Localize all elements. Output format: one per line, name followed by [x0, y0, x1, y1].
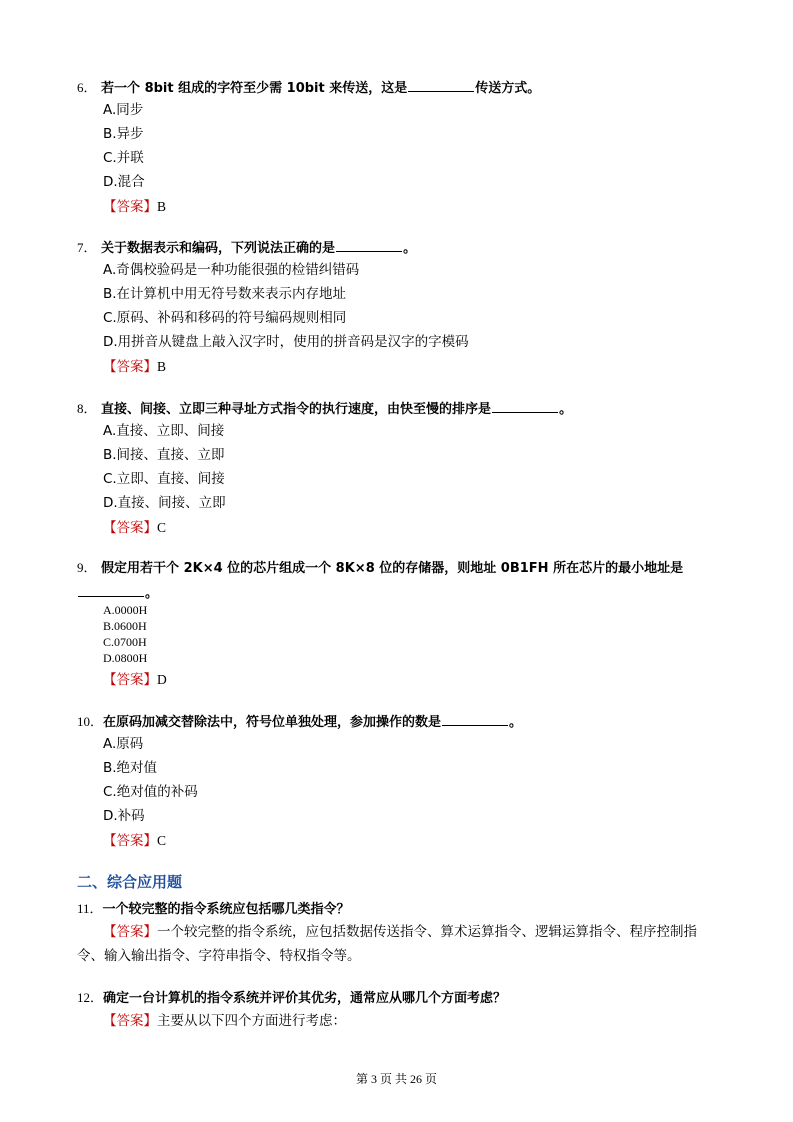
question-text-end: 。 [403, 241, 417, 256]
option-c: C.立即、直接、间接 [103, 471, 225, 487]
option-c: C.并联 [103, 150, 144, 166]
question-6 [77, 80, 540, 95]
question-text-end: 传送方式。 [475, 81, 541, 96]
option-a: A.同步 [103, 102, 144, 118]
option-d: D.直接、间接、立即 [103, 495, 226, 511]
option-b: B.在计算机中用无符号数来表示内存地址 [103, 286, 347, 302]
answer-blank [492, 401, 558, 413]
question-8 [77, 401, 572, 416]
question-text: 在原码加减交替除法中，符号位单独处理，参加操作的数是 [103, 715, 442, 730]
option-a: A.奇偶校验码是一种功能很强的检错纠错码 [103, 262, 360, 278]
answer-label: 【答案】 [103, 924, 157, 940]
question-text: 假定用若干个 2K×4 位的芯片组成一个 8K×8 位的存储器，则地址 0B1FH 所在芯片的最小地址是 [101, 561, 684, 576]
question-7 [77, 240, 416, 255]
option-a: A.0000H [103, 603, 148, 617]
question-text-end: 。 [509, 715, 523, 730]
answer-value: B [157, 199, 167, 214]
answer-label: 【答案】 [103, 1013, 157, 1029]
option-b: B.间接、直接、立即 [103, 447, 225, 463]
answer-paragraph-cont: 令、输入输出指令、字符串指令、特权指令等。 [77, 948, 361, 964]
question-text: 确定一台计算机的指令系统并评价其优劣，通常应从哪几个方面考虑？ [103, 991, 507, 1006]
option-b: B.绝对值 [103, 760, 158, 776]
answer-line [103, 521, 166, 536]
option-c: C.绝对值的补码 [103, 784, 198, 800]
answer-value: C [157, 833, 167, 848]
answer-line [103, 200, 166, 215]
option-c: C.原码、补码和移码的符号编码规则相同 [103, 310, 347, 326]
answer-value: B [157, 359, 167, 374]
answer-text: 一个较完整的指令系统，应包括数据传送指令、算术运算指令、逻辑运算指令、程序控制指 [157, 924, 697, 940]
answer-line [103, 360, 166, 375]
answer-line [103, 834, 166, 849]
answer-label: 【答案】 [103, 833, 157, 849]
answer-label: 【答案】 [103, 520, 157, 536]
answer-blank [408, 80, 474, 92]
question-text-end: 。 [145, 586, 159, 601]
page-footer: 第 3 页 共 26 页 [355, 1072, 437, 1086]
answer-blank [78, 585, 144, 597]
question-number: 8． [77, 401, 97, 416]
option-b: B.0600H [103, 619, 147, 633]
question-9 [77, 561, 683, 575]
question-text: 关于数据表示和编码，下列说法正确的是 [101, 241, 336, 256]
option-d: D.0800H [103, 651, 148, 665]
answer-line [103, 673, 167, 688]
option-d: D.混合 [103, 174, 145, 190]
question-text-end: 。 [559, 402, 573, 417]
option-d: D.补码 [103, 808, 145, 824]
answer-label: 【答案】 [103, 672, 157, 688]
question-number: 11． [77, 901, 103, 916]
answer-paragraph [103, 1015, 346, 1029]
option-a: A.直接、立即、间接 [103, 423, 225, 439]
question-10 [77, 714, 522, 729]
question-number: 6． [77, 80, 97, 95]
question-12 [77, 991, 506, 1005]
answer-value: D [157, 672, 167, 687]
answer-blank [442, 714, 508, 726]
question-number: 7． [77, 240, 97, 255]
question-11 [77, 902, 350, 916]
answer-paragraph [103, 926, 697, 940]
answer-value: C [157, 520, 167, 535]
answer-label: 【答案】 [103, 359, 157, 375]
question-text: 直接、间接、立即三种寻址方式指令的执行速度，由快至慢的排序是 [101, 402, 492, 417]
option-a: A.原码 [103, 736, 144, 752]
option-b: B.异步 [103, 126, 144, 142]
question-number: 9． [77, 560, 97, 575]
question-text: 若一个 8bit 组成的字符至少需 10bit 来传送，这是 [101, 81, 408, 96]
answer-text: 主要从以下四个方面进行考虑： [157, 1013, 346, 1029]
option-d: D.用拼音从键盘上敲入汉字时，使用的拼音码是汉字的字模码 [103, 334, 469, 350]
answer-blank [336, 240, 402, 252]
question-text: 一个较完整的指令系统应包括哪几类指令？ [102, 902, 350, 917]
option-c: C.0700H [103, 635, 147, 649]
question-number: 10． [77, 714, 104, 729]
answer-label: 【答案】 [103, 199, 157, 215]
question-9-line2 [77, 585, 158, 600]
question-number: 12． [77, 990, 104, 1005]
section-title: 二、综合应用题 [77, 873, 183, 891]
